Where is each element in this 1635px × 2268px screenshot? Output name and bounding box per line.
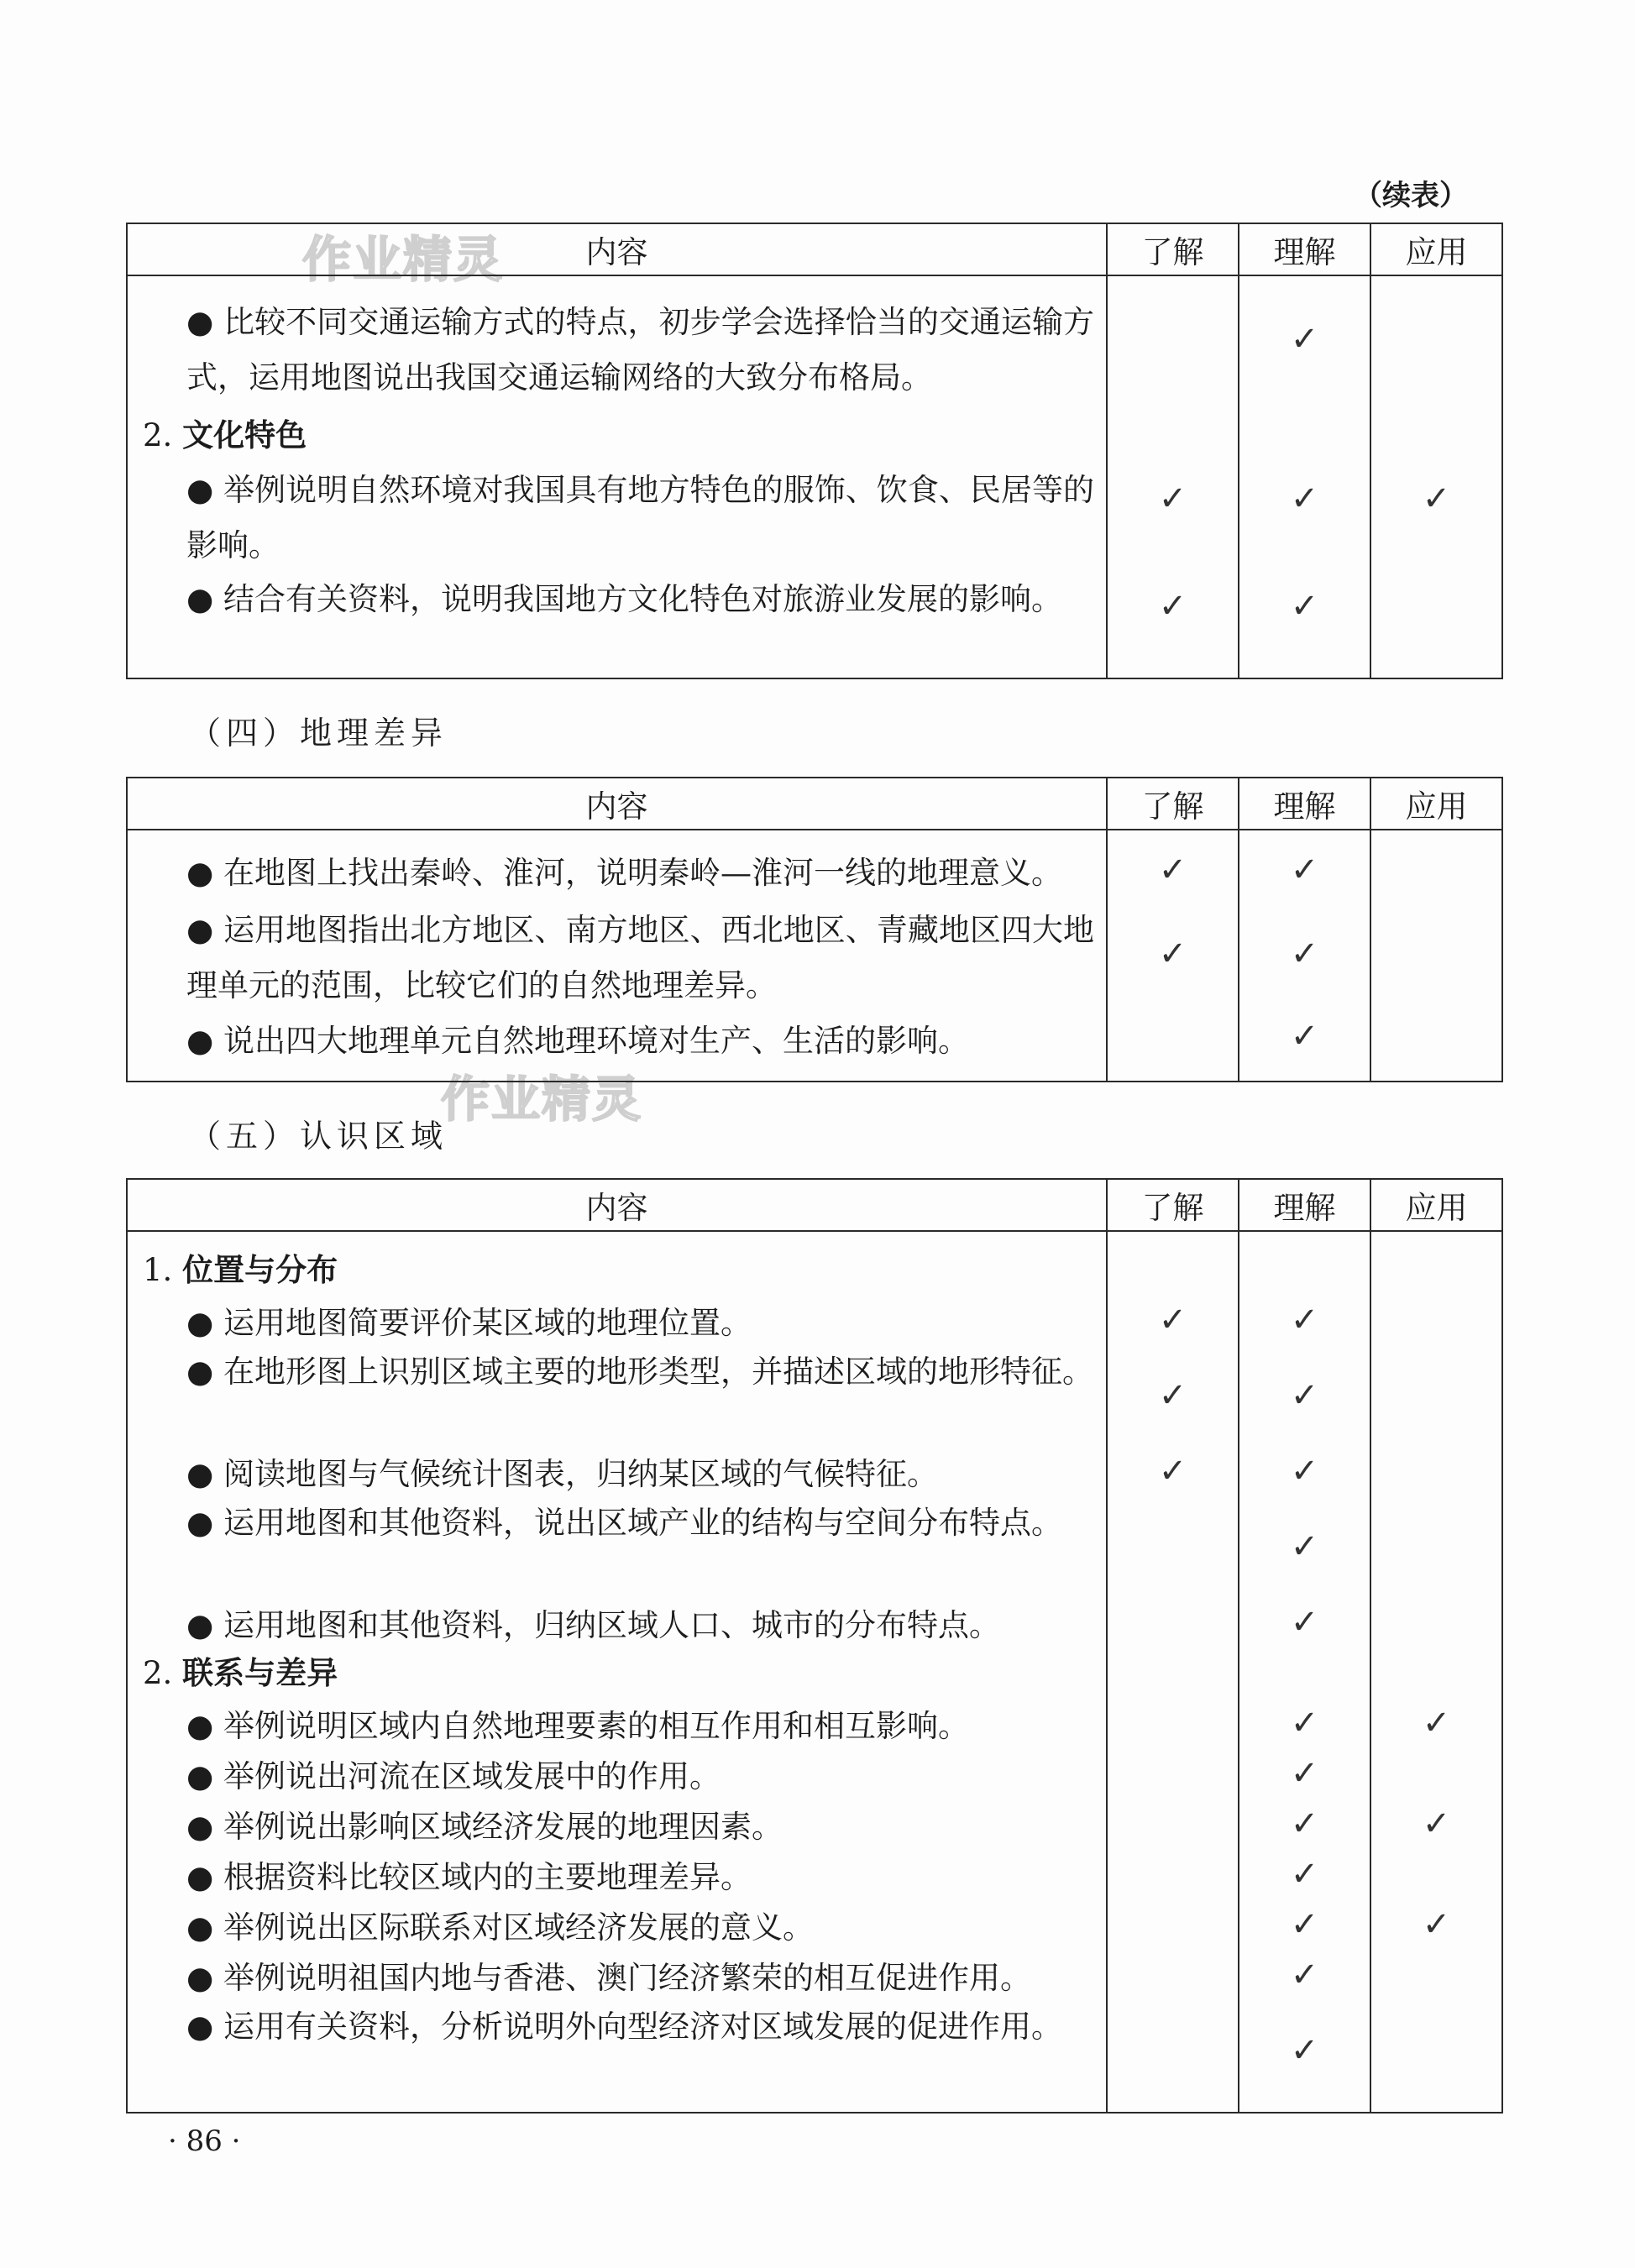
apply-cell: [1370, 830, 1502, 1082]
list-item: ● 运用地图简要评价某区域的地理位置。: [186, 1305, 752, 1341]
check-mark: ✓: [1290, 935, 1319, 973]
check-mark: ✓: [1290, 1527, 1319, 1566]
check-mark: ✓: [1290, 587, 1319, 626]
content-cell: [127, 1231, 1107, 2113]
header-comprehend: 理解: [1239, 223, 1370, 275]
check-mark: ✓: [1290, 1301, 1319, 1339]
check-mark: ✓: [1290, 1804, 1319, 1843]
subheading: [143, 411, 307, 461]
check-mark: ✓: [1158, 851, 1187, 889]
header-content: 内容: [127, 223, 1107, 275]
check-mark: ✓: [1290, 1017, 1319, 1055]
subheading-title: 位置与分布: [182, 1252, 338, 1288]
subheading: [143, 1648, 338, 1699]
check-mark: ✓: [1158, 935, 1187, 973]
list-item: ● 结合有关资料，说明我国地方文化特色对旅游业发展的影响。: [186, 581, 1063, 617]
subheading-number: 2.: [143, 1655, 173, 1691]
header-understand: 了解: [1107, 223, 1239, 275]
list-item: ● 运用地图和其他资料，说出区域产业的结构与空间分布特点。: [186, 1505, 1063, 1541]
comprehend-cell: [1239, 830, 1370, 1082]
check-mark: ✓: [1422, 1804, 1451, 1843]
subheading: [143, 1245, 338, 1296]
list-item: ● 在地图上找出秦岭、淮河，说明秦岭—淮河一线的地理意义。: [186, 855, 1063, 891]
check-mark: ✓: [1290, 1376, 1319, 1415]
list-item: ● 根据资料比较区域内的主要地理差异。: [186, 1859, 752, 1895]
table-understanding-regions: [126, 1178, 1503, 2113]
comprehend-cell: [1239, 275, 1370, 678]
table-body-row: [127, 1231, 1502, 2113]
header-comprehend: 理解: [1239, 778, 1370, 830]
check-mark: ✓: [1158, 1376, 1187, 1415]
list-item: ● 运用有关资料，分析说明外向型经济对区域发展的促进作用。: [186, 2009, 1063, 2045]
list-item: ● 举例说出影响区域经济发展的地理因素。: [186, 1809, 783, 1845]
check-mark: ✓: [1290, 1754, 1319, 1793]
header-understand: 了解: [1107, 778, 1239, 830]
table-header-row: [127, 1179, 1502, 1231]
content-cell: [127, 830, 1107, 1082]
header-understand: 了解: [1107, 1179, 1239, 1231]
understand-cell: [1107, 1231, 1239, 2113]
watermark: 作业精灵: [441, 1071, 643, 1128]
table-header-row: [127, 223, 1502, 275]
check-mark: ✓: [1290, 1905, 1319, 1944]
list-item: ● 阅读地图与气候统计图表，归纳某区域的气候特征。: [186, 1456, 939, 1492]
list-item: ● 在地形图上识别区域主要的地形类型，并描述区域的地形特征。: [186, 1354, 1094, 1390]
check-mark: ✓: [1290, 320, 1319, 359]
header-comprehend: 理解: [1239, 1179, 1370, 1231]
list-item: ● 举例说明区域内自然地理要素的相互作用和相互影响。: [186, 1708, 970, 1744]
subheading-title: 文化特色: [182, 417, 307, 453]
check-mark: ✓: [1290, 479, 1319, 518]
check-mark: ✓: [1422, 479, 1451, 518]
list-item: ● 举例说出河流在区域发展中的作用。: [186, 1758, 721, 1794]
content-cell: [127, 275, 1107, 678]
section-heading: （四）地理差异: [189, 715, 448, 752]
continued-label: （续表）: [1354, 179, 1468, 212]
check-mark: ✓: [1158, 1301, 1187, 1339]
subheading-title: 联系与差异: [182, 1655, 338, 1691]
check-mark: ✓: [1422, 1704, 1451, 1742]
list-item: ● 说出四大地理单元自然地理环境对生产、生活的影响。: [186, 1023, 970, 1059]
watermark: 作业精灵: [302, 231, 505, 288]
table-body-row: [127, 275, 1502, 678]
understand-cell: [1107, 830, 1239, 1082]
check-mark: ✓: [1158, 479, 1187, 518]
table-transport-culture: [126, 223, 1503, 679]
apply-cell: [1370, 275, 1502, 678]
subheading-number: 1.: [143, 1252, 173, 1288]
check-mark: ✓: [1290, 1704, 1319, 1742]
check-mark: ✓: [1290, 1603, 1319, 1642]
header-content: 内容: [127, 778, 1107, 830]
check-mark: ✓: [1422, 1905, 1451, 1944]
check-mark: ✓: [1290, 2031, 1319, 2070]
check-mark: ✓: [1290, 851, 1319, 889]
check-mark: ✓: [1158, 1452, 1187, 1490]
list-item: ● 举例说出区际联系对区域经济发展的意义。: [186, 1909, 815, 1946]
header-apply: 应用: [1370, 223, 1502, 275]
comprehend-cell: [1239, 1231, 1370, 2113]
section-heading: （五）认识区域: [189, 1118, 448, 1155]
header-content: 内容: [127, 1179, 1107, 1231]
check-mark: ✓: [1158, 587, 1187, 626]
list-item: ● 举例说明自然环境对我国具有地方特色的服饰、饮食、民居等的影响。: [186, 472, 1094, 563]
check-mark: ✓: [1290, 1452, 1319, 1490]
list-item: ● 运用地图指出北方地区、南方地区、西北地区、青藏地区四大地理单元的范围，比较它们的自然地理差异。: [186, 912, 1094, 1003]
header-apply: 应用: [1370, 1179, 1502, 1231]
list-item: ● 比较不同交通运输方式的特点，初步学会选择恰当的交通运输方式，运用地图说出我国交通运输网络的大致分布格局。: [186, 304, 1094, 395]
check-mark: ✓: [1290, 1956, 1319, 1994]
understand-cell: [1107, 275, 1239, 678]
list-item: ● 举例说明祖国内地与香港、澳门经济繁荣的相互促进作用。: [186, 1960, 1032, 1996]
table-header-row: [127, 778, 1502, 830]
list-item: ● 运用地图和其他资料，归纳区域人口、城市的分布特点。: [186, 1607, 1001, 1643]
header-apply: 应用: [1370, 778, 1502, 830]
table-geographic-differences: [126, 777, 1503, 1082]
check-mark: ✓: [1290, 1855, 1319, 1893]
subheading-number: 2.: [143, 417, 173, 453]
apply-cell: [1370, 1231, 1502, 2113]
page-number: · 86 ·: [168, 2124, 241, 2158]
table-body-row: [127, 830, 1502, 1082]
